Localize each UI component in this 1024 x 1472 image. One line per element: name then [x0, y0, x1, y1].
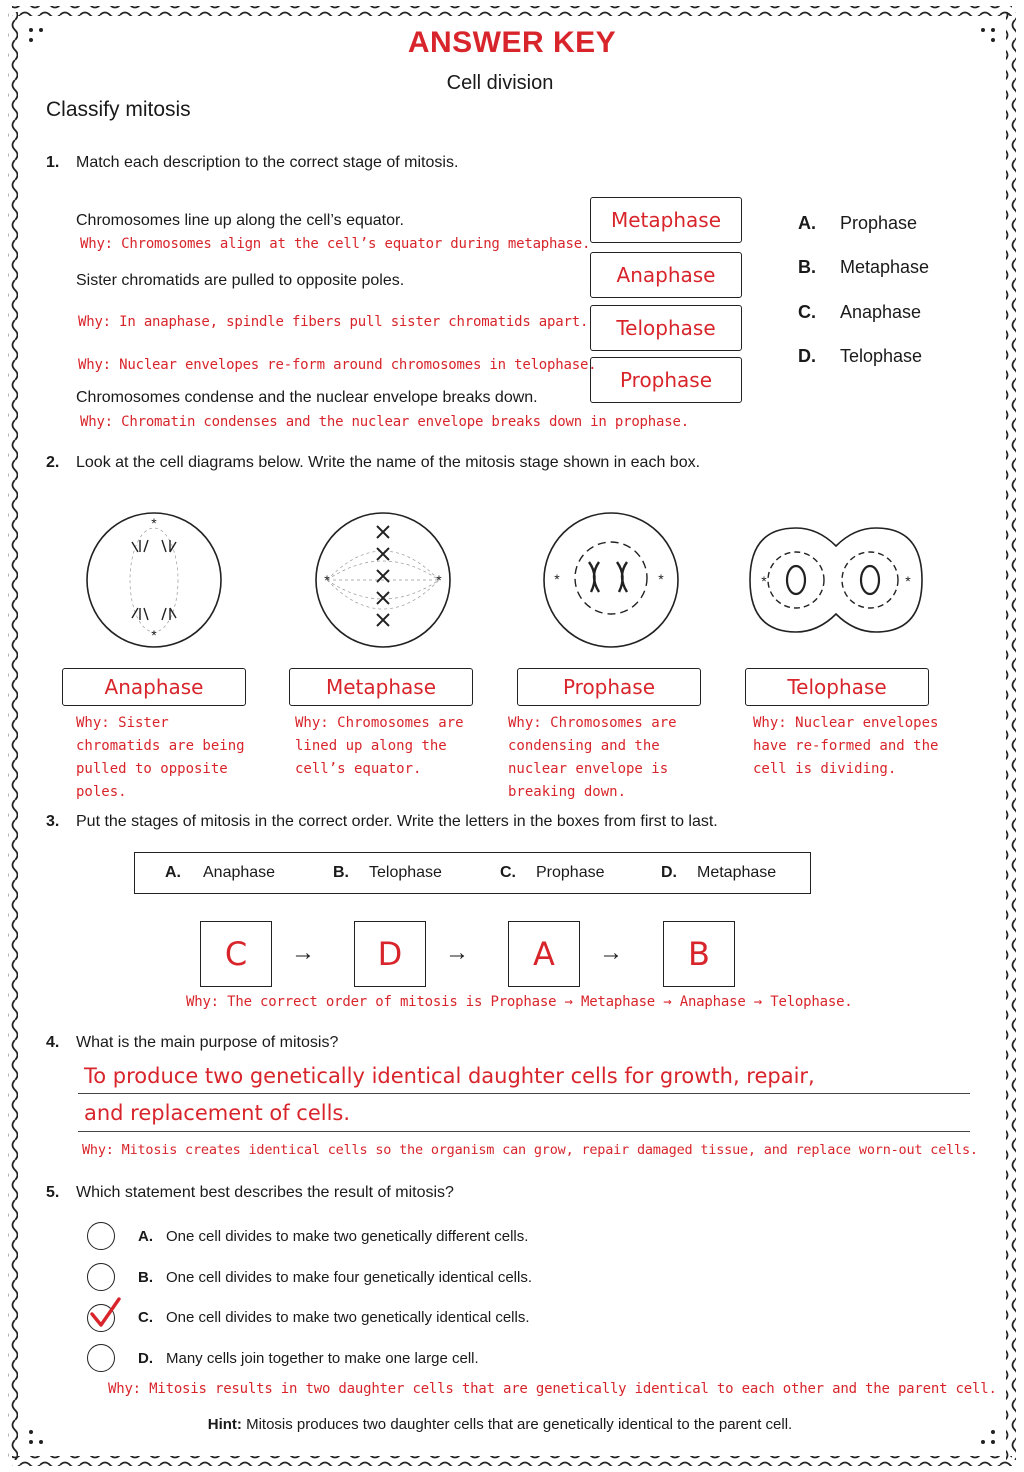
question-1 — [46, 154, 458, 172]
question-number: 3. — [46, 813, 60, 830]
question-prompt: Put the stages of mitosis in the correct order. Write the letters in the boxes from first to last. — [76, 813, 718, 830]
order-box-2[interactable]: D — [354, 921, 426, 987]
answer-box[interactable]: Anaphase — [62, 668, 246, 706]
why-note: Why: Chromosomes are lined up along the cell’s equator. — [295, 715, 464, 777]
choice-b: B. One cell divides to make four genetically identical cells. — [138, 1269, 533, 1286]
bank-option-c: C. Prophase — [500, 864, 605, 881]
svg-text:*: * — [554, 571, 560, 587]
svg-text:*: * — [905, 573, 911, 589]
arrow-icon: → — [599, 939, 623, 966]
question-2 — [46, 454, 700, 472]
why-note: Why: Chromosomes align at the cell’s equator during metaphase. — [80, 236, 591, 252]
bank-option-b: B. Telophase — [333, 864, 442, 881]
svg-text:*: * — [658, 571, 664, 587]
why-note: Why: Nuclear envelopes have re-formed and the cell is dividing. — [753, 715, 939, 777]
option-b: B. Metaphase — [798, 257, 930, 277]
description-3: Chromosomes condense and the nuclear envelope breaks down. — [76, 389, 538, 406]
metaphase-cell-icon — [313, 512, 453, 652]
why-note: Why: Nuclear envelopes re-form around chromosomes in telophase. — [78, 357, 597, 373]
answer-rule — [78, 1093, 970, 1094]
question-number: 5. — [46, 1184, 60, 1201]
question-prompt: What is the main purpose of mitosis? — [76, 1034, 339, 1051]
choice-a: A. One cell divides to make two genetically different cells. — [138, 1228, 529, 1245]
svg-text:*: * — [324, 572, 330, 588]
radio-b[interactable] — [87, 1263, 115, 1291]
order-box-4[interactable]: B — [663, 921, 735, 987]
why-note: Why: Mitosis results in two daughter cells that are genetically identical to each other and the parent cell. — [108, 1381, 997, 1397]
section-heading: Classify mitosis — [46, 98, 191, 121]
order-box-1[interactable]: C — [200, 921, 272, 987]
answer-box[interactable]: Prophase — [517, 668, 701, 706]
svg-text:*: * — [151, 515, 157, 531]
arrow-icon: → — [445, 939, 469, 966]
question-number: 2. — [46, 454, 60, 471]
answer-box[interactable]: Telophase — [590, 305, 742, 351]
svg-text:*: * — [436, 572, 442, 588]
why-note: Why: Chromatin condenses and the nuclear envelope breaks down in prophase. — [80, 414, 689, 430]
svg-text:*: * — [761, 573, 767, 589]
bank-option-d: D. Metaphase — [661, 864, 777, 881]
choice-d: D. Many cells join together to make one large cell. — [138, 1350, 479, 1367]
hint-text: Mitosis produces two daughter cells that are genetically identical to the parent cell. — [246, 1416, 793, 1433]
svg-text:*: * — [151, 627, 157, 643]
anaphase-cell-icon — [84, 512, 224, 652]
radio-d[interactable] — [87, 1344, 115, 1372]
why-note: Why: Mitosis creates identical cells so the organism can grow, repair damaged tissue, and replace worn-out cells. — [82, 1142, 978, 1158]
answer-box[interactable]: Anaphase — [590, 252, 742, 298]
question-5 — [46, 1184, 454, 1202]
answer-box[interactable]: Metaphase — [289, 668, 473, 706]
check-mark-icon — [84, 1296, 124, 1332]
why-note: Why: The correct order of mitosis is Prophase → Metaphase → Anaphase → Telophase. — [186, 994, 853, 1010]
answer-box[interactable]: Metaphase — [590, 197, 742, 243]
why-note: Why: Chromosomes are condensing and the nuclear envelope is breaking down. — [508, 715, 677, 800]
answer-box[interactable]: Prophase — [590, 357, 742, 403]
option-d: D. Telophase — [798, 346, 923, 366]
hint-label: Hint: — [207, 1416, 242, 1433]
written-answer-line-2[interactable]: and replacement of cells. — [84, 1101, 351, 1125]
order-box-3[interactable]: A — [508, 921, 580, 987]
hint — [0, 1416, 1000, 1433]
choice-c: C. One cell divides to make two genetically identical cells. — [138, 1309, 530, 1326]
written-answer-line-1[interactable]: To produce two genetically identical daughter cells for growth, repair, — [84, 1064, 815, 1088]
question-number: 1. — [46, 154, 60, 171]
radio-a[interactable] — [87, 1222, 115, 1250]
question-prompt: Which statement best describes the result of mitosis? — [76, 1184, 454, 1201]
question-3 — [46, 813, 718, 831]
answer-box[interactable]: Telophase — [745, 668, 929, 706]
question-prompt: Match each description to the correct stage of mitosis. — [76, 154, 459, 171]
page-subtitle: Cell division — [446, 72, 554, 94]
answer-rule — [78, 1131, 970, 1132]
question-prompt: Look at the cell diagrams below. Write the name of the mitosis stage shown in each box. — [76, 454, 701, 471]
description-2: Sister chromatids are pulled to opposite poles. — [76, 272, 405, 289]
telophase-cell-icon — [748, 526, 924, 634]
option-a: A. Prophase — [798, 213, 918, 233]
why-note: Why: In anaphase, spindle fibers pull sister chromatids apart. — [78, 314, 589, 330]
option-c: C. Anaphase — [798, 302, 922, 322]
arrow-icon: → — [291, 939, 315, 966]
description-1: Chromosomes line up along the cell’s equator. — [76, 212, 404, 229]
question-number: 4. — [46, 1034, 60, 1051]
question-4 — [46, 1034, 338, 1052]
page-title: ANSWER KEY — [407, 26, 617, 59]
why-note: Why: Sister chromatids are being pulled to opposite poles. — [76, 715, 245, 800]
options-bank — [134, 852, 811, 894]
prophase-cell-icon — [541, 512, 681, 652]
bank-option-a: A. Anaphase — [165, 864, 276, 881]
